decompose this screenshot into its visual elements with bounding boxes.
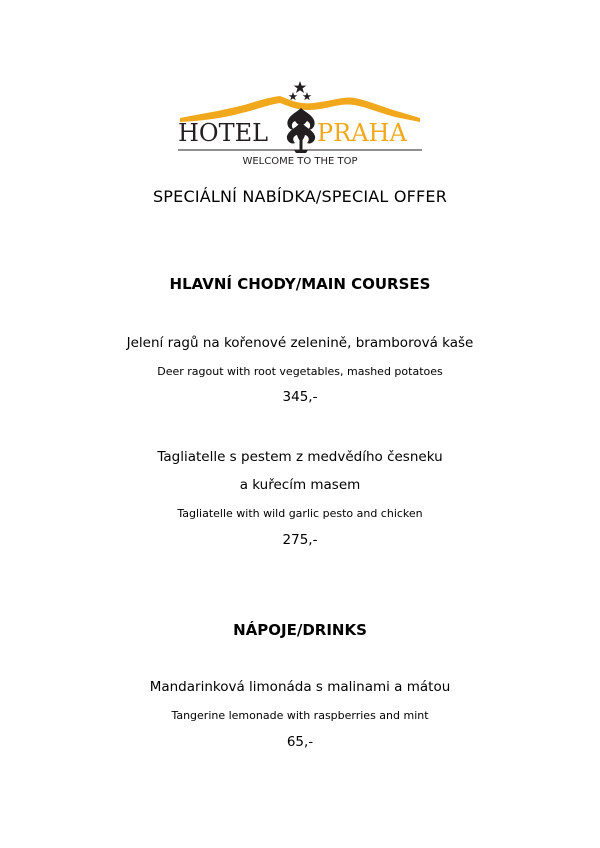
drink-name-cz: Mandarinková limonáda s malinami a mátou [149, 679, 451, 695]
dish-price: 275,- [282, 532, 318, 548]
tagline-text: WELCOME TO THE TOP [242, 156, 358, 167]
dish-price: 345,- [282, 389, 318, 405]
dish-name-en: Tagliatelle with wild garlic pesto and chicken [177, 507, 423, 520]
emblem-icon [287, 108, 315, 153]
brand-right-text: PRAHA [317, 119, 407, 147]
dish-name-cz: Tagliatelle s pestem z medvědího česneku [157, 449, 443, 465]
drink-name-en: Tangerine lemonade with raspberries and mint [171, 709, 429, 722]
dish-name-cz: Jelení ragů na kořenové zelenině, bramborová kaše [126, 335, 474, 351]
dish-name-cz-line2: a kuřecím masem [239, 477, 361, 493]
hotel-logo [170, 78, 430, 170]
section-heading-main-courses: HLAVNÍ CHODY/MAIN COURSES [169, 275, 431, 293]
section-heading-drinks: NÁPOJE/DRINKS [233, 621, 367, 639]
page-title: SPECIÁLNÍ NABÍDKA/SPECIAL OFFER [152, 187, 448, 206]
stars-icon [289, 81, 312, 100]
brand-left-text: HOTEL [178, 119, 269, 147]
drink-price: 65,- [286, 734, 314, 750]
dish-name-en: Deer ragout with root vegetables, mashed potatoes [157, 365, 443, 378]
